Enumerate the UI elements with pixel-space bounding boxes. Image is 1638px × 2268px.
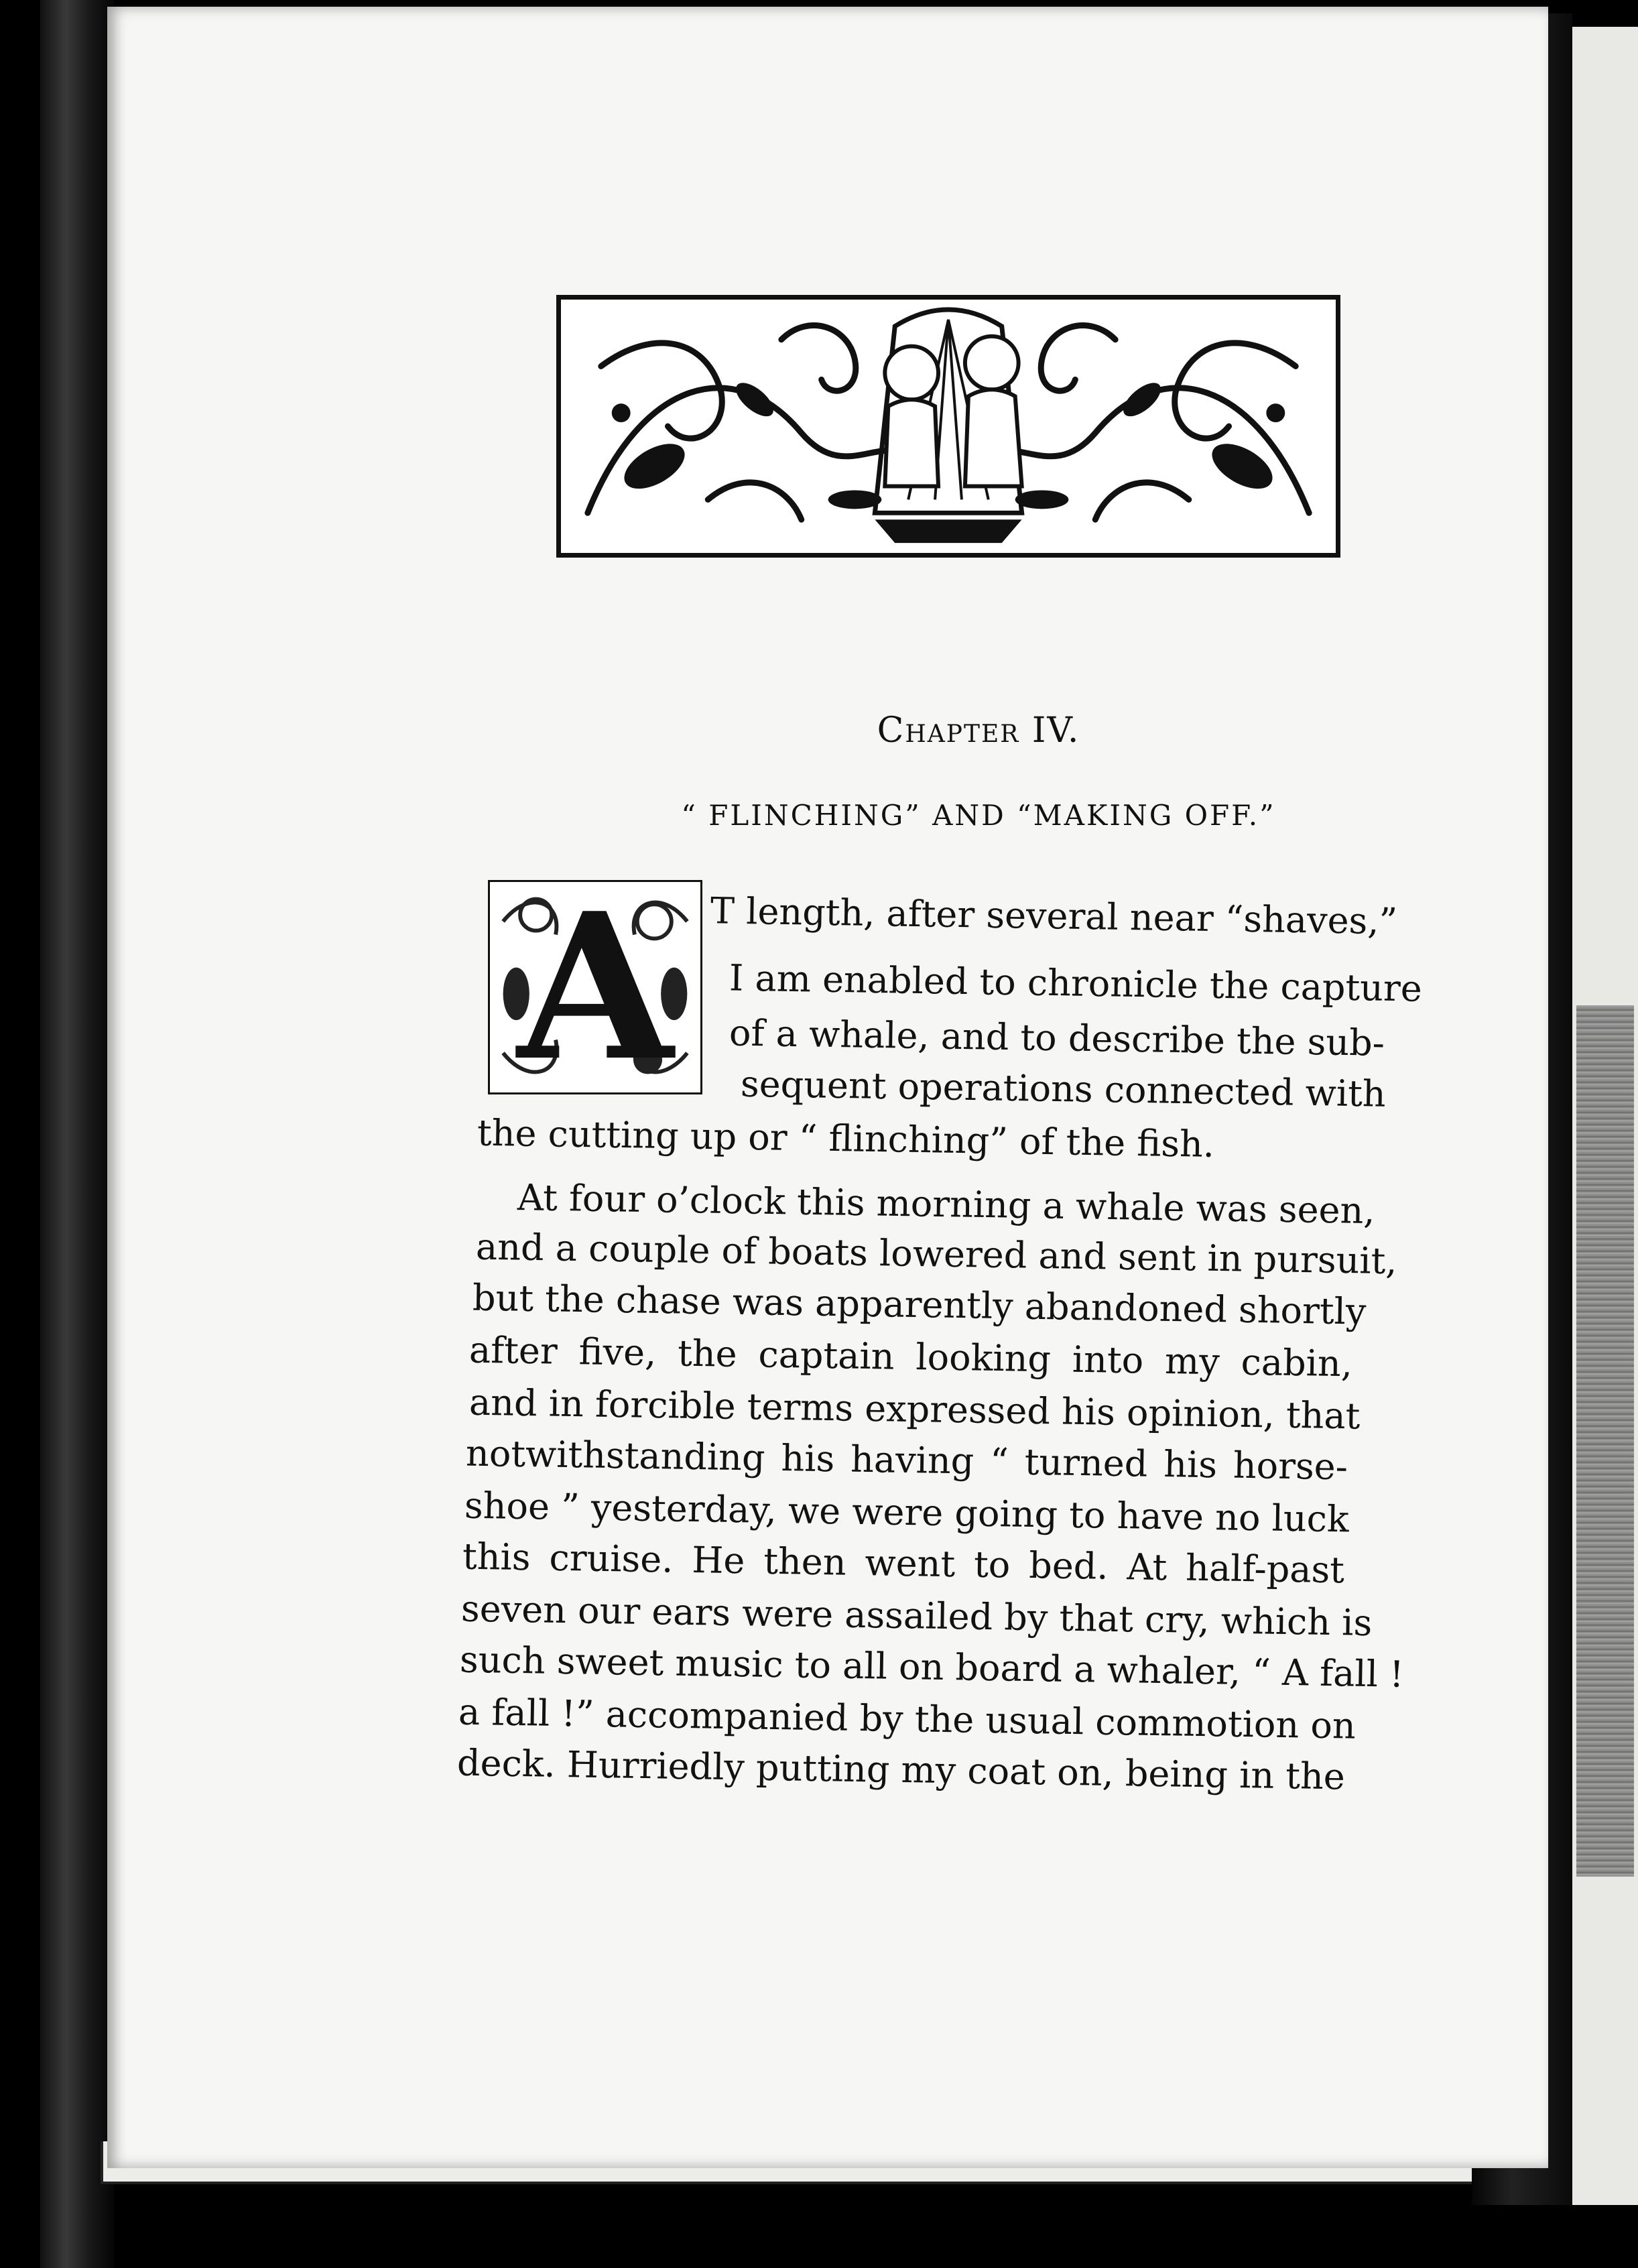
- text-line-15: such sweet music to all on board a whaler, “ A fall !: [459, 1638, 1405, 1696]
- drop-cap-initial: [488, 869, 702, 1105]
- text-line-1: T length, after several near “shaves,”: [710, 889, 1398, 943]
- chapter-subtitle: “ FLINCHING” AND “MAKING OFF.”: [681, 799, 1276, 832]
- text-line-4: sequent operations connected with: [740, 1062, 1387, 1115]
- drop-cap-letter: A: [517, 869, 674, 1105]
- headpiece-scroll-icon: [561, 300, 1336, 553]
- text-line-12: shoe ” yesterday, we were going to have no luck: [464, 1484, 1350, 1541]
- text-line-11: notwithstanding his having “ turned his horse-: [465, 1432, 1348, 1489]
- text-line-3: of a whale, and to describe the sub-: [729, 1011, 1385, 1064]
- book-spine-left: [40, 0, 114, 2268]
- text-line-13: this cruise. He then went to bed. At half-past: [462, 1535, 1345, 1592]
- text-line-17: deck. Hurriedly putting my coat on, being in the: [456, 1741, 1346, 1798]
- text-line-6: At four o’clock this morning a whale was seen,: [517, 1176, 1375, 1233]
- headpiece-ornament: [556, 295, 1340, 558]
- text-line-7: and a couple of boats lowered and sent in pursuit,: [475, 1225, 1397, 1283]
- text-line-16: a fall !” accompanied by the usual commotion on: [458, 1690, 1357, 1747]
- facing-page-engraving: [1576, 1005, 1634, 1877]
- text-line-10: and in forcible terms expressed his opinion, that: [468, 1381, 1361, 1438]
- text-line-8: but the chase was apparently abandoned shortly: [472, 1276, 1367, 1333]
- chapter-title: Chapter IV.: [877, 710, 1080, 751]
- text-line-5: the cutting up or “ flinching” of the fish.: [477, 1111, 1215, 1166]
- text-line-9: after five, the captain looking into my cabin,: [468, 1328, 1353, 1385]
- text-line-14: seven our ears were assailed by that cry, which is: [460, 1587, 1373, 1645]
- text-line-2: I am enabled to chronicle the capture: [729, 956, 1423, 1010]
